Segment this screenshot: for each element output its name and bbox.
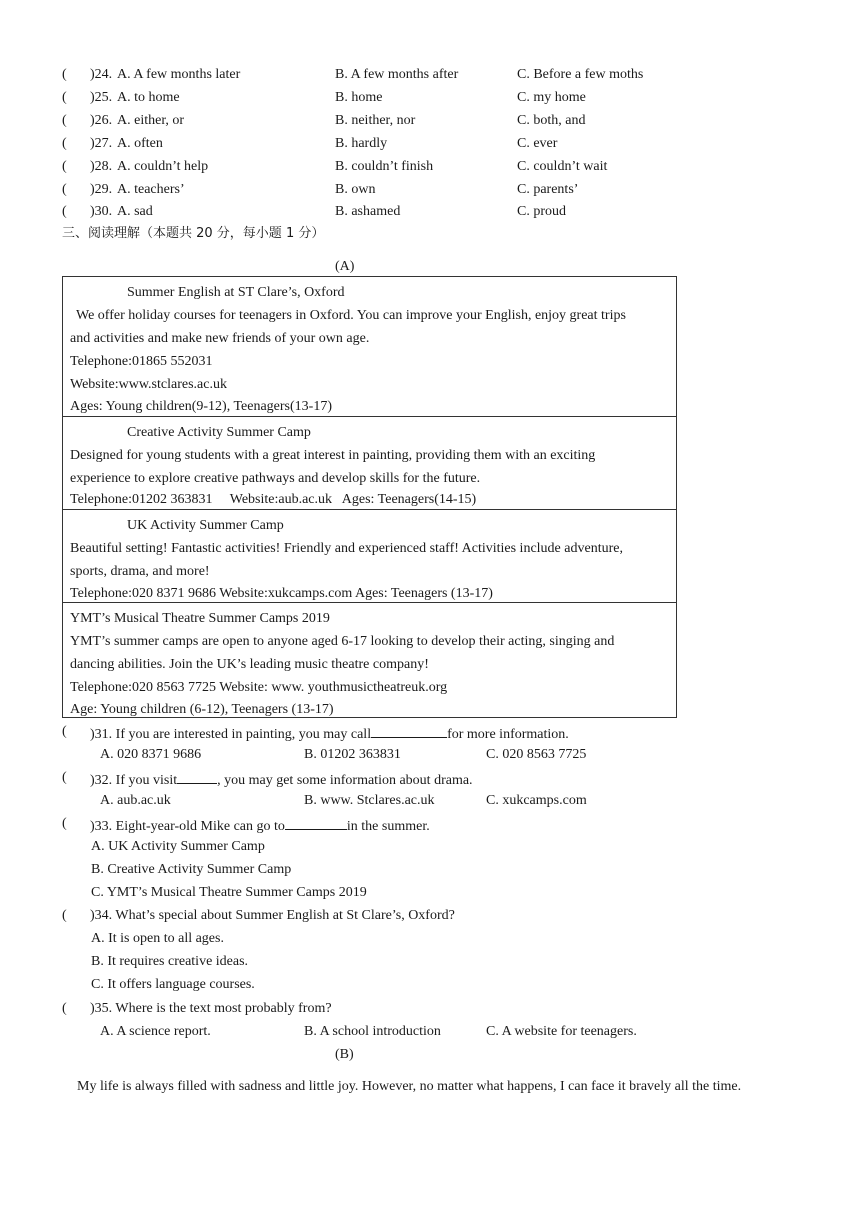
cloze-option-a: A. often	[117, 136, 163, 151]
option-a: A. 020 8371 9686	[100, 747, 202, 762]
answer-blank	[371, 723, 447, 738]
answer-blank	[285, 815, 347, 830]
option-b: B. 01202 363831	[304, 747, 401, 762]
ad-text: Beautiful setting! Fantastic activities! Friendly and experienced staff! Activities include adventure,	[70, 541, 623, 556]
answer-paren: (	[62, 770, 67, 785]
answer-paren: (	[62, 136, 67, 151]
cloze-option-c: C. proud	[517, 204, 566, 219]
option-c: C. xukcamps.com	[486, 793, 587, 808]
ads-box	[62, 276, 677, 718]
option-b: B. www. Stclares.ac.uk	[304, 793, 435, 808]
answer-paren: (	[62, 113, 67, 128]
question-stem-part: )31. If you are interested in painting, you may call	[90, 727, 372, 742]
cloze-option-c: C. ever	[517, 136, 558, 151]
cloze-number: )30.	[90, 204, 113, 219]
ad-text: and activities and make new friends of your own age.	[70, 331, 370, 346]
ad-title: UK Activity Summer Camp	[127, 518, 284, 533]
ad-contact-info: Telephone:01202 363831 Website:aub.ac.uk Ages: Teenagers(14-15)	[70, 492, 477, 507]
passage-a-label: (A)	[335, 259, 355, 274]
answer-paren: (	[62, 724, 67, 739]
cloze-option-a-text: A. A few months later	[117, 67, 241, 82]
cloze-option-b: B. couldn’t finish	[335, 159, 434, 174]
option-a: A. A science report.	[100, 1024, 211, 1039]
question-stem-part: for more information.	[447, 727, 569, 742]
option-b: B. Creative Activity Summer Camp	[91, 862, 292, 877]
question-stem-part: )32. If you visit	[90, 773, 178, 788]
ad-telephone: Telephone:01865 552031	[70, 354, 213, 369]
ad-uk-activity	[63, 509, 676, 603]
ad-ymt-musical	[63, 602, 676, 718]
cloze-option-a: A. sad	[117, 204, 153, 219]
question-stem: )35. Where is the text most probably from?	[90, 1001, 332, 1016]
answer-paren: (	[62, 159, 67, 174]
answer-paren: (	[62, 816, 67, 831]
ad-text: experience to explore creative pathways and develop skills for the future.	[70, 471, 481, 486]
question-stem-part: in the summer.	[346, 819, 430, 834]
question-stem	[90, 723, 569, 744]
cloze-option-a: A. either, or	[117, 113, 185, 128]
cloze-number: )29.	[90, 182, 113, 197]
ad-st-clares	[63, 277, 676, 416]
cloze-option-a: A. to home	[117, 90, 180, 105]
ad-contact-info: Telephone:020 8371 9686 Website:xukcamps.com Ages: Teenagers (13-17)	[70, 586, 493, 601]
option-c: C. A website for teenagers.	[486, 1024, 637, 1039]
option-b: B. A school introduction	[304, 1024, 441, 1039]
cloze-option-c: C. Before a few moths	[517, 67, 644, 82]
ad-text: Designed for young students with a great interest in painting, providing them with an exciting	[70, 448, 596, 463]
question-stem-part: )33. Eight-year-old Mike can go to	[90, 819, 285, 834]
ad-text: YMT’s summer camps are open to anyone aged 6-17 looking to develop their acting, singing and	[70, 634, 615, 649]
option-a: A. aub.ac.uk	[100, 793, 171, 808]
cloze-number: )28.	[90, 159, 113, 174]
answer-paren: (	[62, 182, 67, 197]
passage-b-text: My life is always filled with sadness and little joy. However, no matter what happens, I can face it bravely all the time.	[77, 1079, 742, 1094]
cloze-option-b: B. ashamed	[335, 204, 401, 219]
cloze-number: )25.	[90, 90, 113, 105]
cloze-option-c: C. couldn’t wait	[517, 159, 608, 174]
option-c: C. It offers language courses.	[91, 977, 255, 992]
ad-text: dancing abilities. Join the UK’s leading music theatre company!	[70, 657, 429, 672]
answer-blank	[177, 769, 217, 784]
question-stem-part: , you may get some information about drama.	[217, 773, 473, 788]
cloze-option-b: B. home	[335, 90, 383, 105]
option-c: C. 020 8563 7725	[486, 747, 587, 762]
answer-paren: (	[62, 90, 67, 105]
question-stem	[90, 769, 473, 790]
ad-title: Creative Activity Summer Camp	[127, 425, 311, 440]
ad-text: We offer holiday courses for teenagers in Oxford. You can improve your English, enjoy great trips	[76, 308, 626, 323]
cloze-option-b: B. A few months after	[335, 67, 459, 82]
cloze-option-c: C. parents’	[517, 182, 579, 197]
cloze-number: )27.	[90, 136, 113, 151]
answer-paren: (	[62, 67, 67, 82]
cloze-option-b: B. hardly	[335, 136, 388, 151]
cloze-option-a: A. teachers’	[117, 182, 185, 197]
ad-title: Summer English at ST Clare’s, Oxford	[127, 285, 345, 300]
ad-text: sports, drama, and more!	[70, 564, 210, 579]
answer-paren: (	[62, 908, 67, 923]
option-a: A. UK Activity Summer Camp	[91, 839, 265, 854]
cloze-option-a: A. couldn’t help	[117, 159, 209, 174]
cloze-option-c: C. both, and	[517, 113, 586, 128]
ad-creative-activity	[63, 416, 676, 510]
passage-b-label: (B)	[335, 1047, 354, 1062]
ad-ages: Ages: Young children(9-12), Teenagers(13-17)	[70, 399, 332, 414]
cloze-option-c: C. my home	[517, 90, 586, 105]
ad-website: Website:www.stclares.ac.uk	[70, 377, 227, 392]
question-stem: )34. What’s special about Summer English at St Clare’s, Oxford?	[90, 908, 455, 923]
ad-contact-info: Telephone:020 8563 7725 Website: www. youthmusictheatreuk.org	[70, 680, 448, 695]
cloze-option-b: B. neither, nor	[335, 113, 416, 128]
cloze-option-a: )24.	[90, 67, 113, 82]
answer-paren: (	[62, 204, 67, 219]
cloze-option-b: B. own	[335, 182, 376, 197]
cloze-number: )26.	[90, 113, 113, 128]
question-stem	[90, 815, 430, 836]
ad-title: YMT’s Musical Theatre Summer Camps 2019	[70, 611, 330, 626]
answer-paren: (	[62, 1001, 67, 1016]
option-c: C. YMT’s Musical Theatre Summer Camps 2019	[91, 885, 367, 900]
ad-ages: Age: Young children (6-12), Teenagers (13-17)	[70, 702, 334, 717]
option-b: B. It requires creative ideas.	[91, 954, 249, 969]
option-a: A. It is open to all ages.	[91, 931, 224, 946]
section-heading: 三、阅读理解（本题共 20 分，每小题 1 分）	[62, 226, 325, 241]
